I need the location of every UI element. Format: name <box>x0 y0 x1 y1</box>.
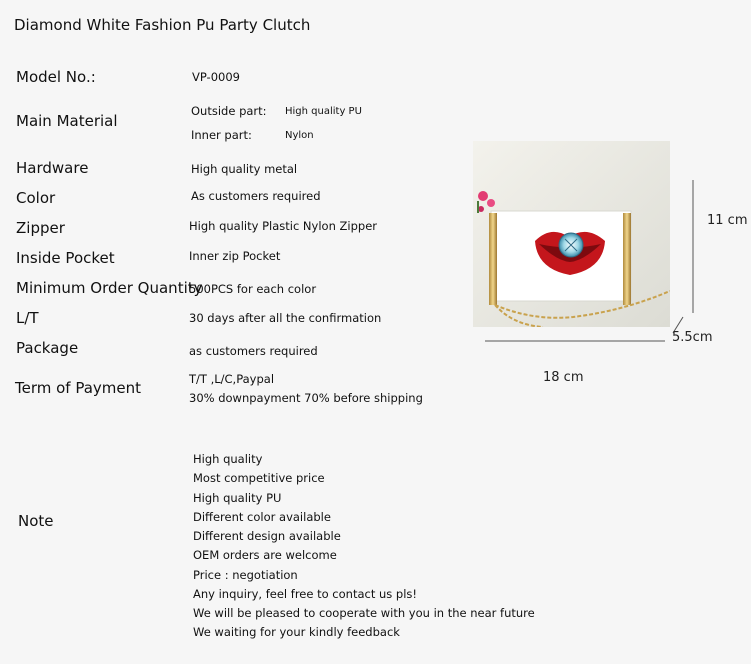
spec-value-package: as customers required <box>189 344 318 358</box>
dimension-lines <box>470 175 710 350</box>
spec-value-payment-line1: T/T ,L/C,Paypal <box>189 372 275 386</box>
note-line: OEM orders are welcome <box>193 548 337 562</box>
note-line: Price : negotiation <box>193 568 298 582</box>
spec-value-pocket: Inner zip Pocket <box>189 249 281 263</box>
spec-label-pocket: Inside Pocket <box>16 249 115 267</box>
note-line: Different color available <box>193 510 331 524</box>
note-label: Note <box>18 512 54 530</box>
spec-label-payment: Term of Payment <box>15 379 142 397</box>
spec-label-package: Package <box>16 339 79 357</box>
dimension-depth: 5.5cm <box>672 330 713 345</box>
spec-value-hardware: High quality metal <box>191 162 298 176</box>
spec-material-inner-value: Nylon <box>285 130 314 141</box>
spec-material-outside-label: Outside part: <box>191 104 267 118</box>
spec-value-zipper: High quality Plastic Nylon Zipper <box>189 219 377 233</box>
note-line: We waiting for your kindly feedback <box>193 625 400 639</box>
page-title: Diamond White Fashion Pu Party Clutch <box>14 16 311 34</box>
dimension-width: 18 cm <box>543 370 584 385</box>
spec-label-moq: Minimum Order Quantity <box>16 279 203 297</box>
note-line: Any inquiry, feel free to contact us pls! <box>193 587 418 601</box>
spec-value-model: VP-0009 <box>192 70 240 84</box>
note-line: Most competitive price <box>193 471 325 485</box>
spec-label-material: Main Material <box>16 112 118 130</box>
spec-material-outside-value: High quality PU <box>285 106 362 117</box>
spec-value-color: As customers required <box>191 189 321 203</box>
note-line: High quality PU <box>193 491 282 505</box>
spec-label-hardware: Hardware <box>16 159 89 177</box>
dimension-height: 11 cm <box>707 213 748 228</box>
spec-material-inner-label: Inner part: <box>191 128 252 142</box>
note-line: High quality <box>193 452 263 466</box>
spec-value-moq: 500PCS for each color <box>189 282 317 296</box>
spec-label-lt: L/T <box>16 309 39 327</box>
spec-value-lt: 30 days after all the confirmation <box>189 311 382 325</box>
spec-label-model: Model No.: <box>16 68 96 86</box>
spec-label-zipper: Zipper <box>16 219 65 237</box>
note-line: Different design available <box>193 529 341 543</box>
note-line: We will be pleased to cooperate with you in the near future <box>193 606 535 620</box>
spec-label-color: Color <box>16 189 56 207</box>
spec-value-payment-line2: 30% downpayment 70% before shipping <box>189 391 423 405</box>
